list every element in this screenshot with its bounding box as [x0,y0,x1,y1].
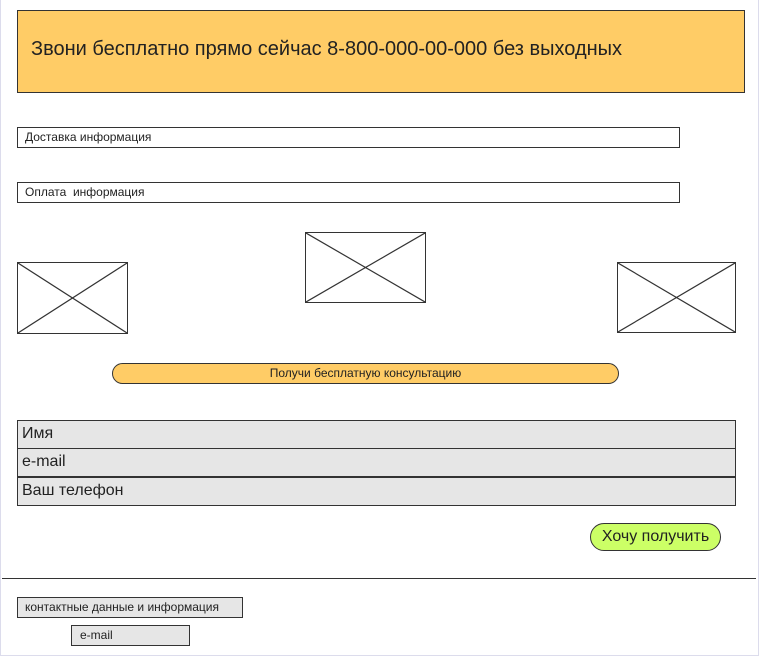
phone-input[interactable]: Ваш телефон [17,477,736,506]
delivery-info-link[interactable]: Доставка информация [17,127,680,148]
footer-divider [2,578,756,579]
name-input[interactable]: Имя [17,420,736,449]
footer-email-link[interactable]: e-mail [71,625,190,646]
header-phone-text: Звони бесплатно прямо сейчас 8-800-000-00-000 без выходных [31,38,623,60]
submit-button[interactable]: Хочу получить [590,523,721,551]
image-placeholder-icon [305,232,426,303]
image-placeholder-icon [17,262,128,334]
footer-contacts-link[interactable]: контактные данные и информация [17,597,243,618]
free-consultation-button[interactable]: Получи бесплатную консультацию [112,363,619,384]
email-input[interactable]: e-mail [17,448,736,477]
image-placeholder-icon [617,262,736,333]
payment-info-link[interactable]: Оплата информация [17,182,680,203]
